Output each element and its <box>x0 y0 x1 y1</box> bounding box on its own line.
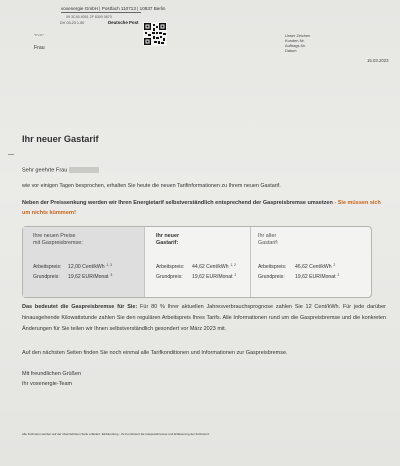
base-price-value: 19,62 EUR/Monat <box>192 274 233 280</box>
base-price-row <box>33 273 112 280</box>
mail-marker: *DV4F* <box>34 33 45 37</box>
base-price-footnote: 3 <box>110 273 113 277</box>
work-price-row <box>156 263 236 270</box>
sender-divider <box>61 12 141 13</box>
column-title-line1: Ihr neuer <box>156 233 180 239</box>
reference-order-number: Auftrags-Nr. <box>285 43 306 49</box>
work-price-value: 12,00 Cent/kWh <box>68 264 105 270</box>
highlight-main: Neben der Preissenkung werden wir Ihren Energietarif selbstverständlich entsprechend der Gaspreisbremse umsetzen <box>22 200 333 206</box>
price-column-new-with-brake <box>23 227 145 297</box>
work-price-footnote: 1, 2 <box>230 263 236 267</box>
work-price-value: 44,62 Cent/kWh <box>192 264 229 270</box>
column-title-line2: Gastarif: <box>156 240 179 247</box>
work-price-value: 46,62 Cent/kWh <box>295 264 332 270</box>
column-title-line2: Gastarif: <box>258 240 279 247</box>
postage-qr-code-icon <box>143 22 167 46</box>
reference-our-sign: Unser Zeichen <box>285 33 311 38</box>
closing-info: Auf den nächsten Seiten finden Sie noch einmal alle Tarifkonditionen und Informationen zur Gaspreisbremse. <box>22 350 288 356</box>
deutsche-post-logo: Deutsche Post <box>108 20 139 25</box>
letter-heading: Ihr neuer Gastarif <box>22 134 99 144</box>
column-title-line2: mit Gaspreisbremse: <box>33 240 83 247</box>
column-title <box>156 233 179 247</box>
price-column-new-tariff <box>144 227 251 297</box>
work-price-footnote: 2 <box>333 263 336 267</box>
work-price-label: Arbeitspreis: <box>33 264 62 270</box>
base-price-footnote: 2 <box>234 273 237 277</box>
signature-block <box>22 370 81 390</box>
highlight-orange: - Sie müssen sich um nichts kümmern! <box>22 200 381 216</box>
gas-brake-lead: Das bedeutet die Gaspreisbremse für Sie: <box>22 304 138 310</box>
base-price-value: 19,62 EUR/Monat <box>68 274 109 280</box>
reference-customer-number: Kunden-Nr. <box>285 38 305 44</box>
sender-address-line: voxenergie GmbH | Postfach 110713 | 10837 Berlin <box>61 6 166 11</box>
column-title <box>33 233 83 247</box>
price-comparison-box <box>22 226 372 298</box>
work-price-row <box>33 263 112 270</box>
recipient-salutation: Frau <box>34 45 45 51</box>
column-title-line1: Ihr alter <box>258 233 277 239</box>
work-price-footnote: 1, 3 <box>106 263 112 267</box>
base-price-value: 19,62 EUR/Monat <box>295 274 336 280</box>
gas-brake-paragraph <box>22 302 386 334</box>
base-price-row <box>156 273 236 280</box>
redacted-name <box>69 167 99 173</box>
work-price-row <box>258 263 335 270</box>
postage-meta: DV 03.23 1.00 <box>60 21 85 25</box>
letter-date: 15.03.2023 <box>367 58 389 63</box>
reference-date-label: Datum <box>285 48 297 54</box>
greeting-text: Sehr geehrte Frau <box>22 167 68 174</box>
base-price-label: Grundpreis: <box>156 274 183 280</box>
greeting <box>22 167 99 173</box>
column-title <box>258 233 278 247</box>
base-price-row <box>258 273 339 280</box>
base-price-label: Grundpreis: <box>33 274 60 280</box>
reference-block <box>285 33 310 53</box>
footnote: Alle Fußnoten werden auf der übernächsten Seite erläutert. Einblendung - Ihr Kombiniert die Gaspreisbremse und Erläuterung der Fußnoten! <box>22 432 210 436</box>
postage-code: 09 3C45 4051 2F 8300 0870 <box>66 15 112 19</box>
column-title-line1: Ihre neuen Preise <box>33 233 76 239</box>
work-price-label: Arbeitspreis: <box>258 264 287 270</box>
team-signature: Ihr voxenergie-Team <box>22 380 73 387</box>
regards-line: Mit freundlichen Grüßen <box>22 371 81 377</box>
base-price-footnote: 2 <box>337 273 340 277</box>
highlight-paragraph <box>22 198 382 218</box>
price-column-old-tariff <box>250 227 371 297</box>
work-price-label: Arbeitspreis: <box>156 264 185 270</box>
gas-brake-text: Für 80 % Ihrer aktuellen Jahresverbrauchsprognose zahlen Sie 12 Cent/kWh. Für jede darüber hinausgehende Kilowattstunde zahlen Sie den regulären Arbeitspreis Ihres Tarifs. Alle Informationen rund um die Gaspreisbremse und die konkreten Änderungen für Sie teilen wir Ihnen selbstverständlich gesondert vor März 2023 mit. <box>22 304 386 332</box>
base-price-label: Grundpreis: <box>258 274 285 280</box>
intro-paragraph: wie vor einigen Tagen besprochen, erhalten Sie heute die neuen Tarifinformationen zu Ihrem neuen Gastarif. <box>22 183 281 189</box>
fold-mark <box>8 154 14 155</box>
